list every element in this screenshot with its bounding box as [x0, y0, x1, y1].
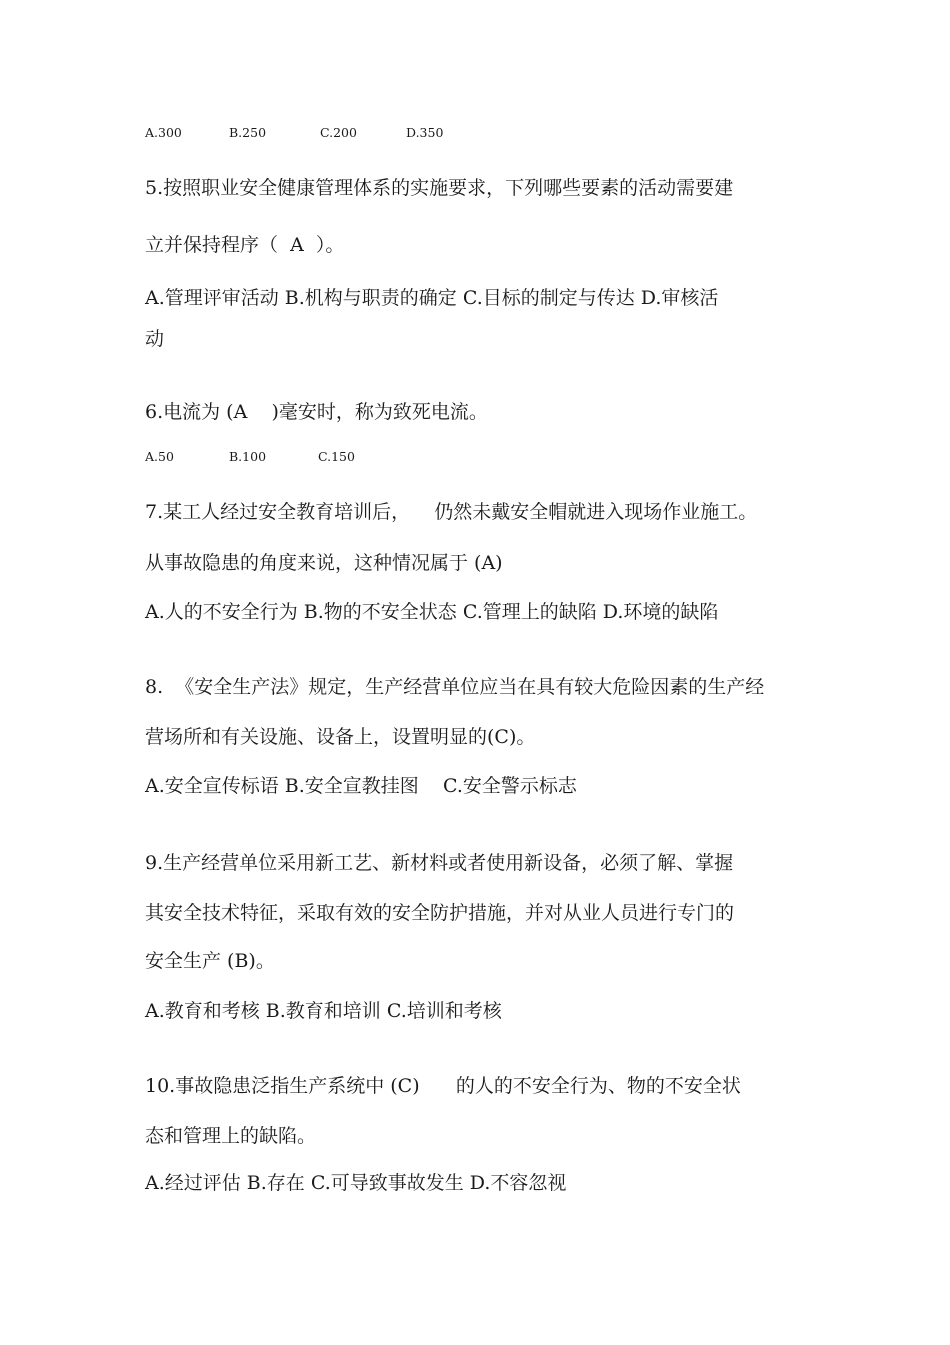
q10-options: A.经过评估 B.存在 C.可导致事故发生 D.不容忽视 — [145, 1172, 567, 1194]
q4-option-a: A.300 — [145, 125, 182, 140]
q10-stem-line2: 态和管理上的缺陷。 — [145, 1125, 317, 1147]
q9-options: A.教育和考核 B.教育和培训 C.培训和考核 — [145, 1000, 502, 1022]
q10-stem-line1: 10.事故隐患泛指生产系统中 (C) 的人的不安全行为、物的不安全状 — [145, 1075, 741, 1097]
q5-stem-line1: 5.按照职业安全健康管理体系的实施要求，下列哪些要素的活动需要建 — [145, 177, 734, 199]
q7-options: A.人的不安全行为 B.物的不安全状态 C.管理上的缺陷 D.环境的缺陷 — [145, 601, 719, 623]
q4-option-b: B.250 — [229, 125, 267, 140]
q9-stem-line2: 其安全技术特征，采取有效的安全防护措施，并对从业人员进行专门的 — [145, 902, 735, 924]
q5-stem-line2: 立并保持程序（ A ）。 — [145, 234, 345, 256]
q6-option-a: A.50 — [145, 449, 174, 464]
q5-options-line1: A.管理评审活动 B.机构与职责的确定 C.目标的制定与传达 D.审核活 — [145, 287, 719, 309]
q8-stem-line2: 营场所和有关设施、设备上，设置明显的(C)。 — [145, 726, 536, 748]
q8-stem-line1: 8. 《安全生产法》规定，生产经营单位应当在具有较大危险因素的生产经 — [145, 676, 765, 698]
q6-option-c: C.150 — [318, 449, 355, 464]
q9-stem-line1: 9.生产经营单位采用新工艺、新材料或者使用新设备，必须了解、掌握 — [145, 852, 734, 874]
q5-options-line2: 动 — [145, 328, 165, 350]
q8-options: A.安全宣传标语 B.安全宣教挂图 C.安全警示标志 — [145, 775, 577, 797]
q7-stem-line1: 7.某工人经过安全教育培训后， 仍然未戴安全帽就进入现场作业施工。 — [145, 501, 758, 523]
q4-option-d: D.350 — [406, 125, 444, 140]
q4-option-c: C.200 — [320, 125, 357, 140]
q6-stem: 6.电流为 (A )毫安时，称为致死电流。 — [145, 401, 488, 423]
q9-stem-line3: 安全生产 (B)。 — [145, 950, 275, 972]
q7-stem-line2: 从事故隐患的角度来说，这种情况属于 (A) — [145, 552, 503, 574]
q6-option-b: B.100 — [229, 449, 267, 464]
